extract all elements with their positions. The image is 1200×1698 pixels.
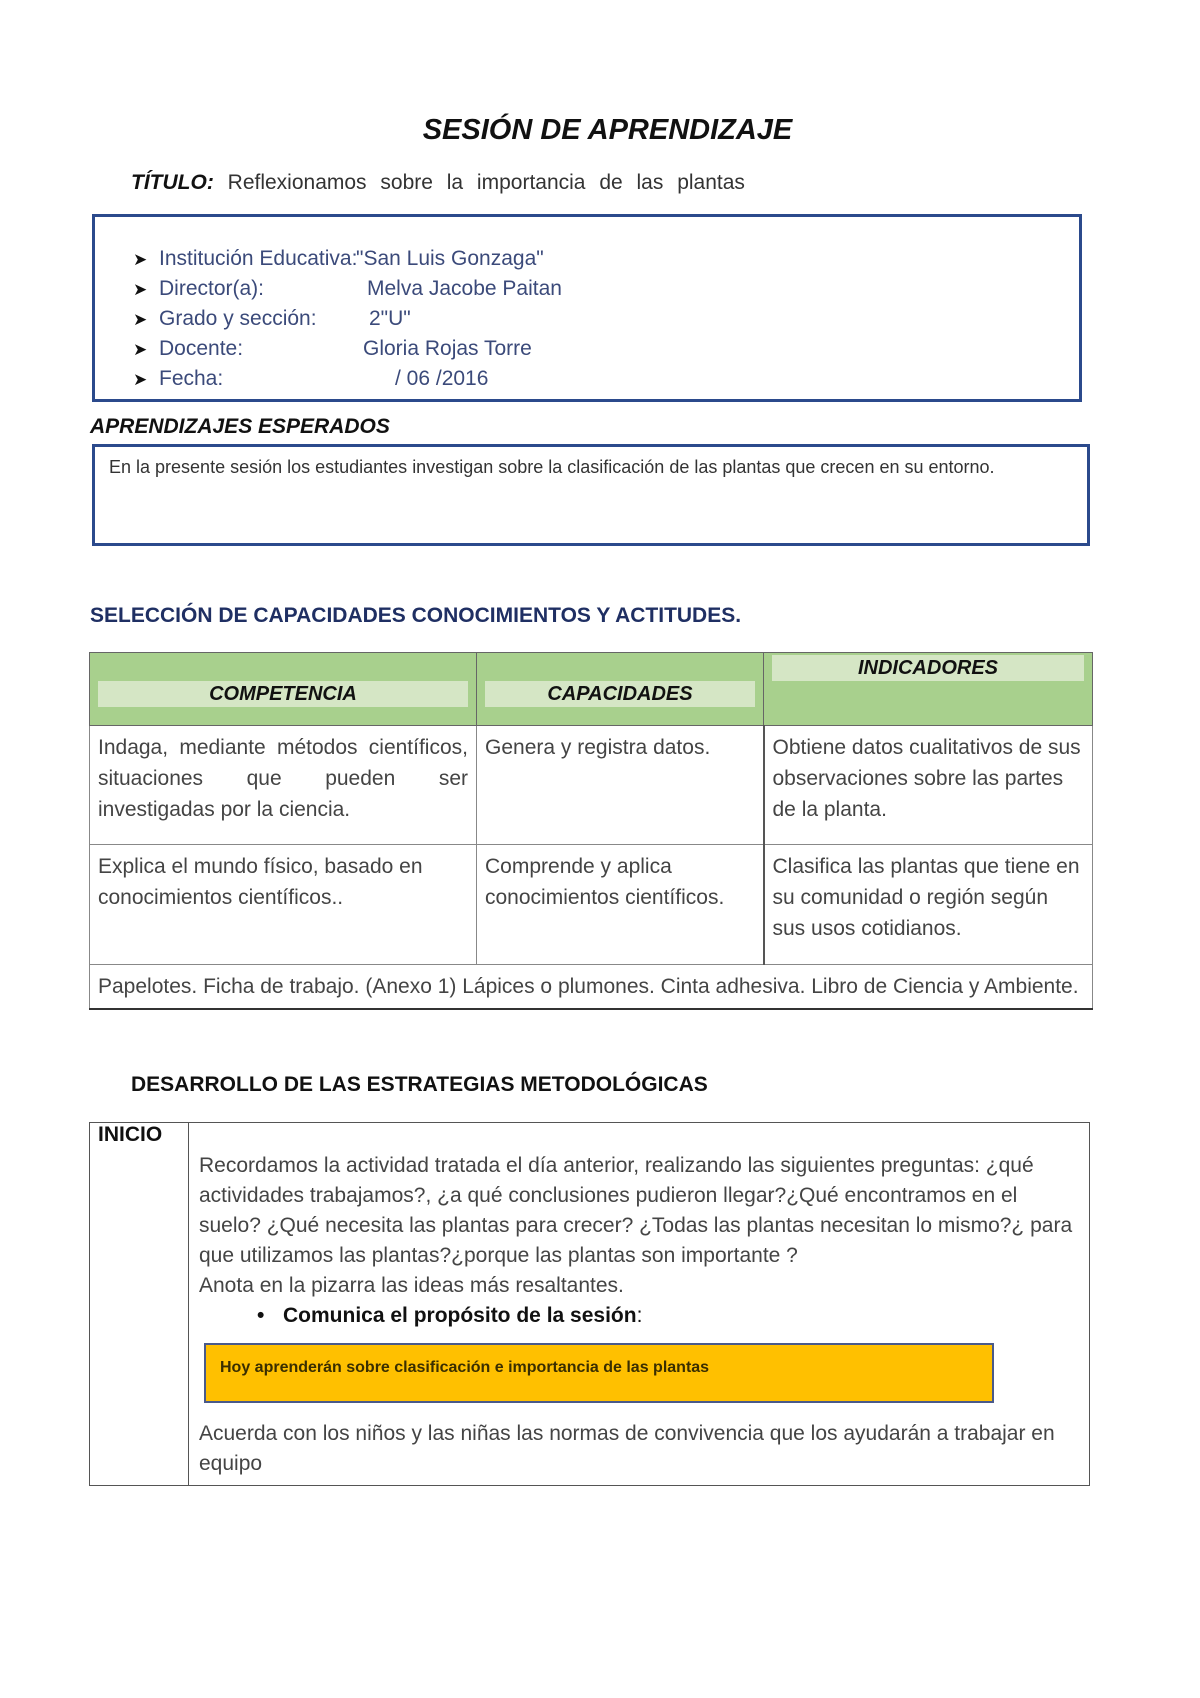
aprendizajes-box bbox=[92, 444, 1090, 546]
proposito-box bbox=[204, 1343, 994, 1403]
info-value: / 06 /2016 bbox=[395, 367, 489, 390]
info-value: 2"U" bbox=[369, 307, 411, 330]
materiales-row bbox=[90, 965, 1093, 1010]
inicio-label: INICIO bbox=[90, 1123, 189, 1486]
table-header-row bbox=[90, 653, 1093, 726]
capacidad-cell: Genera y registra datos. bbox=[477, 726, 764, 845]
arrow-bullet-icon: ➤ bbox=[133, 340, 148, 359]
titulo-label: TÍTULO: bbox=[131, 171, 214, 194]
proposito-bullet bbox=[199, 1301, 1079, 1331]
desarrollo-heading: DESARROLLO DE LAS ESTRATEGIAS METODOLÓGICAS bbox=[131, 1073, 708, 1096]
aprendizajes-heading: APRENDIZAJES ESPERADOS bbox=[90, 415, 390, 438]
proposito-text: Hoy aprenderán sobre clasificación e importancia de las plantas bbox=[220, 1359, 710, 1376]
inicio-row bbox=[90, 1123, 1090, 1486]
inicio-content bbox=[189, 1123, 1090, 1486]
table-row bbox=[90, 845, 1093, 965]
table-row bbox=[90, 726, 1093, 845]
acuerda-text: Acuerda con los niños y las niñas las normas de convivencia que los ayudarán a trabajar en equipo bbox=[199, 1422, 1055, 1475]
arrow-bullet-icon: ➤ bbox=[133, 250, 148, 269]
competencias-table bbox=[89, 652, 1093, 1010]
info-box bbox=[92, 214, 1082, 402]
anota-text: Anota en la pizarra las ideas más resaltantes. bbox=[199, 1274, 624, 1297]
info-label: Fecha: bbox=[159, 367, 224, 390]
aprendizajes-text: En la presente sesión los estudiantes investigan sobre la clasificación de las plantas que crecen en su entorno. bbox=[109, 457, 995, 477]
info-item-grado bbox=[133, 307, 411, 331]
competencia-cell: Explica el mundo físico, basado en conocimientos científicos.. bbox=[90, 845, 477, 965]
bullet-text: Comunica el propósito de la sesión bbox=[283, 1304, 637, 1327]
info-label: Director(a): bbox=[159, 277, 265, 300]
arrow-bullet-icon: ➤ bbox=[133, 280, 148, 299]
info-item-fecha bbox=[133, 367, 489, 391]
info-item-director bbox=[133, 277, 562, 301]
materiales-cell: Papelotes. Ficha de trabajo. (Anexo 1) Lápices o plumones. Cinta adhesiva. Libro de Ciencia y Ambiente. bbox=[90, 965, 1093, 1010]
arrow-bullet-icon: ➤ bbox=[133, 310, 148, 329]
header-competencia-cell bbox=[90, 653, 477, 726]
titulo-value: Reflexionamos sobre la importancia de las plantas bbox=[227, 171, 745, 194]
capacidad-cell: Comprende y aplica conocimientos científicos. bbox=[477, 845, 764, 965]
competencia-cell: Indaga, mediante métodos científicos, situaciones que pueden ser investigadas por la ciencia. bbox=[90, 726, 477, 845]
header-capacidades: CAPACIDADES bbox=[485, 681, 755, 707]
header-competencia: COMPETENCIA bbox=[98, 681, 468, 707]
titulo-line bbox=[131, 171, 745, 195]
bullet-dot-icon: • bbox=[257, 1304, 265, 1327]
info-label: Grado y sección: bbox=[159, 307, 317, 330]
page-title: SESIÓN DE APRENDIZAJE bbox=[422, 114, 793, 146]
info-value: Gloria Rojas Torre bbox=[363, 337, 532, 360]
indicador-cell: Obtiene datos cualitativos de sus observaciones sobre las partes de la planta. bbox=[764, 726, 1093, 845]
info-item-institucion bbox=[133, 247, 544, 271]
indicador-cell: Clasifica las plantas que tiene en su comunidad o región según sus usos cotidianos. bbox=[764, 845, 1093, 965]
desarrollo-table bbox=[89, 1122, 1090, 1486]
header-indicadores-cell bbox=[764, 653, 1093, 726]
seleccion-heading: SELECCIÓN DE CAPACIDADES CONOCIMIENTOS Y ACTITUDES. bbox=[90, 604, 742, 627]
header-indicadores: INDICADORES bbox=[772, 655, 1084, 681]
info-label: Institución Educativa: bbox=[159, 247, 358, 270]
inicio-intro-text: Recordamos la actividad tratada el día anterior, realizando las siguientes preguntas: ¿qué actividades trabajamos?, ¿a qué conclusiones pudieron llegar?¿Qué encontramos en el suelo? ¿Qué necesita las plantas para crecer? ¿Todas las plantas necesitan lo mismo?¿ para que utilizamos las plantas?¿porque las plantas son importante ? bbox=[199, 1154, 1073, 1267]
info-item-docente bbox=[133, 337, 532, 361]
info-label: Docente: bbox=[159, 337, 244, 360]
info-value: "San Luis Gonzaga" bbox=[356, 247, 544, 270]
bullet-colon: : bbox=[636, 1304, 643, 1327]
info-value: Melva Jacobe Paitan bbox=[367, 277, 562, 300]
header-capacidades-cell bbox=[477, 653, 764, 726]
arrow-bullet-icon: ➤ bbox=[133, 370, 148, 389]
